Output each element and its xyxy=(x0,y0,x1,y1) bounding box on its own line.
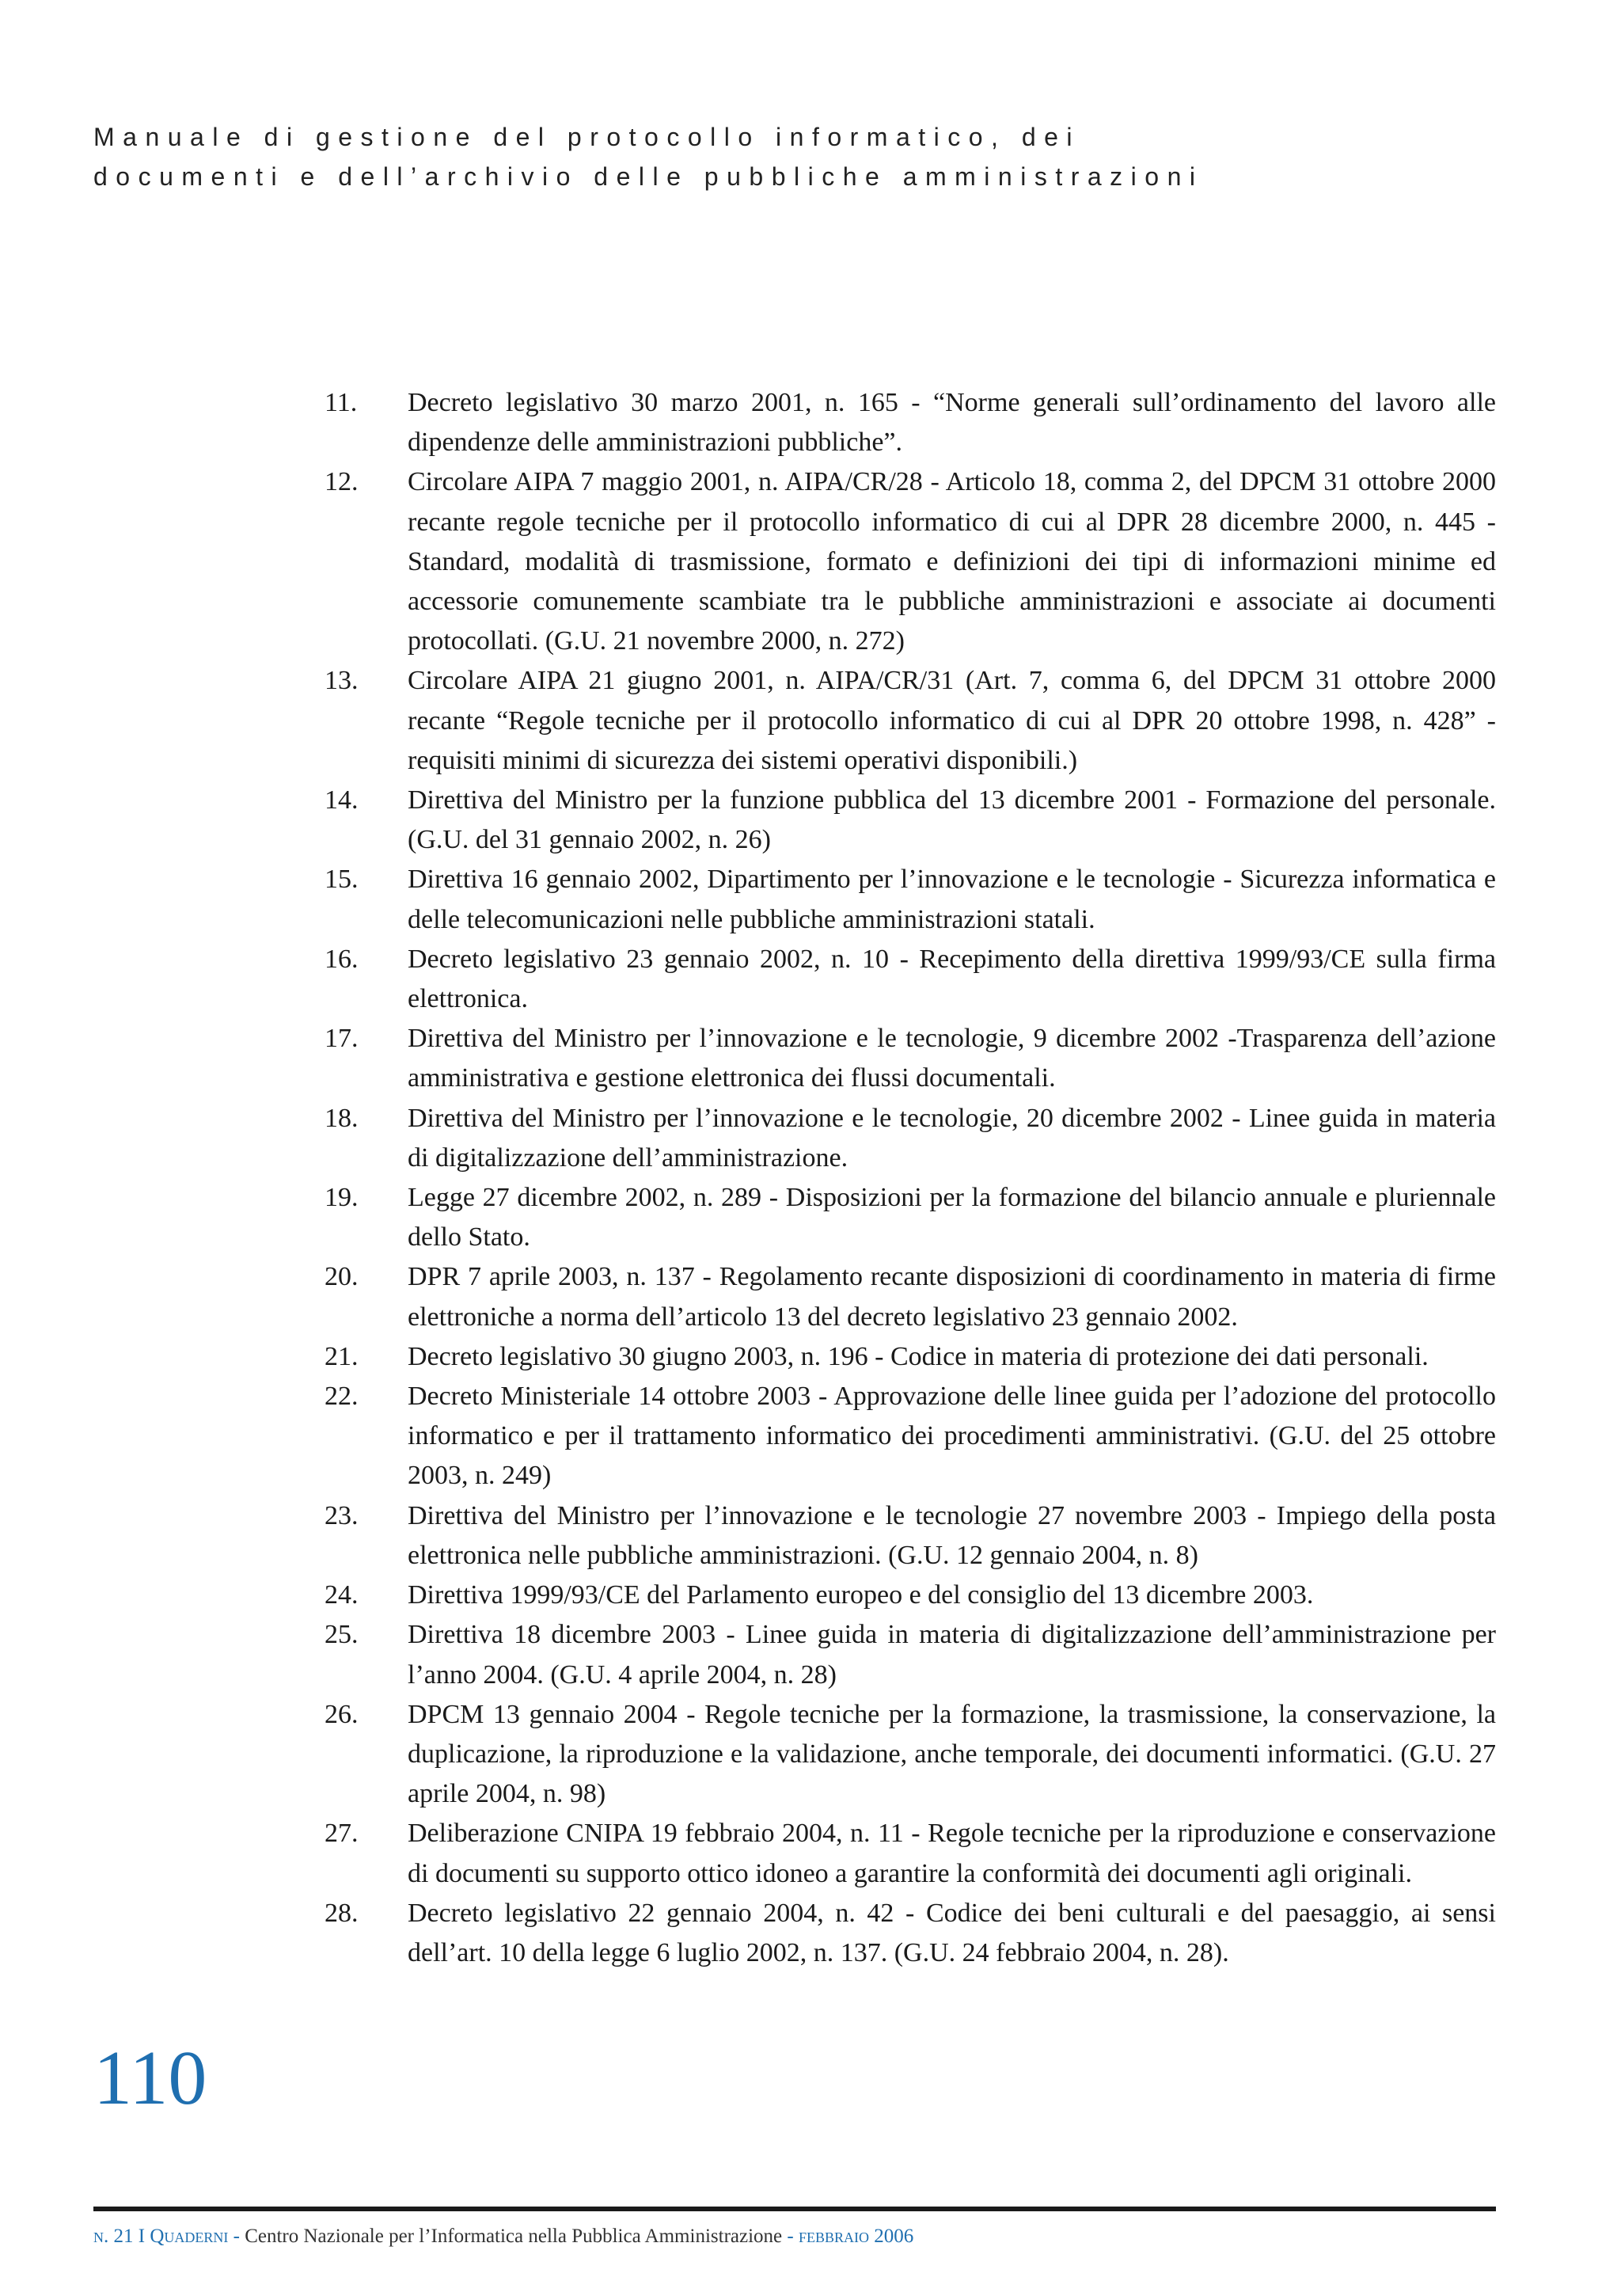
reference-item xyxy=(325,1894,1496,1973)
reference-text: Direttiva del Ministro per l’innovazione e le tecnologie, 20 dicembre 2002 - Linee guida in materia di digitalizzazione dell’amministrazione. xyxy=(408,1103,1496,1173)
running-header-line-1: Manuale di gestione del protocollo informatico, dei xyxy=(93,123,1081,151)
reference-item xyxy=(325,1615,1496,1694)
reference-text: Direttiva del Ministro per l’innovazione e le tecnologie, 9 dicembre 2002 -Trasparenza dell’azione amministrativa e gestione elettronica dei flussi documentali. xyxy=(408,1024,1496,1093)
reference-item xyxy=(325,860,1496,939)
reference-item xyxy=(325,940,1496,1019)
reference-number: 22. xyxy=(325,1382,359,1412)
reference-item xyxy=(325,781,1496,860)
reference-number: 26. xyxy=(325,1699,359,1729)
reference-item xyxy=(325,1576,1496,1615)
reference-text: Direttiva 16 gennaio 2002, Dipartimento per l’innovazione e le tecnologie - Sicurezza informatica e delle telecomunicazioni nelle pubbliche amministrazioni statali. xyxy=(408,865,1496,934)
reference-text: Direttiva 1999/93/CE del Parlamento europeo e del consiglio del 13 dicembre 2003. xyxy=(408,1580,1314,1610)
reference-number: 21. xyxy=(325,1341,359,1371)
reference-number: 11. xyxy=(325,388,358,417)
reference-number: 27. xyxy=(325,1819,359,1849)
reference-text: Decreto legislativo 30 giugno 2003, n. 196 - Codice in materia di protezione dei dati personali. xyxy=(408,1341,1429,1371)
footer-divider xyxy=(93,2207,1496,2211)
reference-text: Decreto Ministeriale 14 ottobre 2003 - Approvazione delle linee guida per l’adozione del protocollo informatico e per il trattamento informatico dei procedimenti amministrativi. (G.U. del 25 ottobre 2003, n. 249) xyxy=(408,1382,1496,1491)
reference-text: Decreto legislativo 22 gennaio 2004, n. 42 - Codice dei beni culturali e del paesaggio, ai sensi dell’art. 10 della legge 6 luglio 2002, n. 137. (G.U. 24 febbraio 2004, n. 28). xyxy=(408,1898,1496,1967)
reference-text: Circolare AIPA 21 giugno 2001, n. AIPA/CR/31 (Art. 7, comma 6, del DPCM 31 ottobre 2000 recante “Regole tecniche per il protocollo informatico di cui al DPR 20 ottobre 1998, n. 428” - requisiti minimi di sicurezza dei sistemi operativi disponibili.) xyxy=(408,666,1496,775)
reference-item xyxy=(325,1178,1496,1257)
footer-organization: Centro Nazionale per l’Informatica nella Pubblica Amministrazione xyxy=(245,2226,783,2247)
reference-item xyxy=(325,1257,1496,1336)
reference-number: 25. xyxy=(325,1620,359,1650)
reference-number: 28. xyxy=(325,1898,359,1928)
reference-number: 18. xyxy=(325,1103,359,1133)
footer-date: febbraio 2006 xyxy=(798,2226,914,2247)
reference-item xyxy=(325,1337,1496,1377)
running-header-line-2: documenti e dell’archivio delle pubbliche amministrazioni xyxy=(93,162,1204,191)
running-header xyxy=(93,117,1455,196)
footer xyxy=(93,2223,913,2250)
reference-number: 24. xyxy=(325,1580,359,1610)
reference-number: 23. xyxy=(325,1500,359,1530)
page-number: 110 xyxy=(93,2036,207,2121)
reference-number: 12. xyxy=(325,467,359,497)
reference-text: Decreto legislativo 30 marzo 2001, n. 165 - “Norme generali sull’ordinamento del lavoro alle dipendenze delle amministrazioni pubbliche”. xyxy=(408,388,1496,458)
reference-text: DPR 7 aprile 2003, n. 137 - Regolamento recante disposizioni di coordinamento in materia di firme elettroniche a norma dell’articolo 13 del decreto legislativo 23 gennaio 2002. xyxy=(408,1262,1496,1332)
reference-item xyxy=(325,462,1496,661)
reference-number: 17. xyxy=(325,1024,359,1054)
reference-item xyxy=(325,383,1496,462)
references-list xyxy=(325,383,1496,1973)
reference-number: 16. xyxy=(325,944,359,974)
reference-text: Direttiva del Ministro per l’innovazione e le tecnologie 27 novembre 2003 - Impiego della posta elettronica nelle pubbliche amministrazioni. (G.U. 12 gennaio 2004, n. 8) xyxy=(408,1500,1496,1570)
reference-text: Direttiva 18 dicembre 2003 - Linee guida in materia di digitalizzazione dell’amministrazione per l’anno 2004. (G.U. 4 aprile 2004, n. 28) xyxy=(408,1620,1496,1690)
footer-separator: - xyxy=(782,2226,799,2247)
reference-number: 15. xyxy=(325,865,359,895)
reference-item xyxy=(325,1496,1496,1576)
reference-number: 19. xyxy=(325,1183,359,1213)
footer-separator: - xyxy=(228,2226,245,2247)
reference-text: Legge 27 dicembre 2002, n. 289 - Disposizioni per la formazione del bilancio annuale e pluriennale dello Stato. xyxy=(408,1183,1496,1253)
reference-item xyxy=(325,1377,1496,1496)
reference-item xyxy=(325,661,1496,781)
reference-item xyxy=(325,1695,1496,1815)
reference-number: 13. xyxy=(325,666,359,696)
reference-text: DPCM 13 gennaio 2004 - Regole tecniche per la formazione, la trasmissione, la conservazione, la duplicazione, la riproduzione e la validazione, anche temporale, dei documenti informatici. (G.U. 27 aprile 2004, n. 98) xyxy=(408,1699,1496,1809)
reference-text: Direttiva del Ministro per la funzione pubblica del 13 dicembre 2001 - Formazione del personale. (G.U. del 31 gennaio 2002, n. 26) xyxy=(408,785,1496,855)
reference-item xyxy=(325,1099,1496,1178)
reference-text: Decreto legislativo 23 gennaio 2002, n. 10 - Recepimento della direttiva 1999/93/CE sulla firma elettronica. xyxy=(408,944,1496,1014)
reference-text: Deliberazione CNIPA 19 febbraio 2004, n. 11 - Regole tecniche per la riproduzione e conservazione di documenti su supporto ottico idoneo a garantire la conformità dei documenti agli originali. xyxy=(408,1819,1496,1888)
reference-number: 20. xyxy=(325,1262,359,1292)
reference-item xyxy=(325,1814,1496,1893)
reference-item xyxy=(325,1019,1496,1098)
reference-text: Circolare AIPA 7 maggio 2001, n. AIPA/CR/28 - Articolo 18, comma 2, del DPCM 31 ottobre 2000 recante regole tecniche per il protocollo informatico di cui al DPR 28 dicembre 2000, n. 445 - Standard, modalità di trasmissione, formato e definizioni dei tipi di informazioni minime ed accessorie comunemente scambiate tra le pubbliche amministrazioni e associate ai documenti protocollati. (G.U. 21 novembre 2000, n. 272) xyxy=(408,467,1496,656)
footer-issue: n. 21 I Quaderni xyxy=(93,2226,229,2247)
reference-number: 14. xyxy=(325,785,359,815)
